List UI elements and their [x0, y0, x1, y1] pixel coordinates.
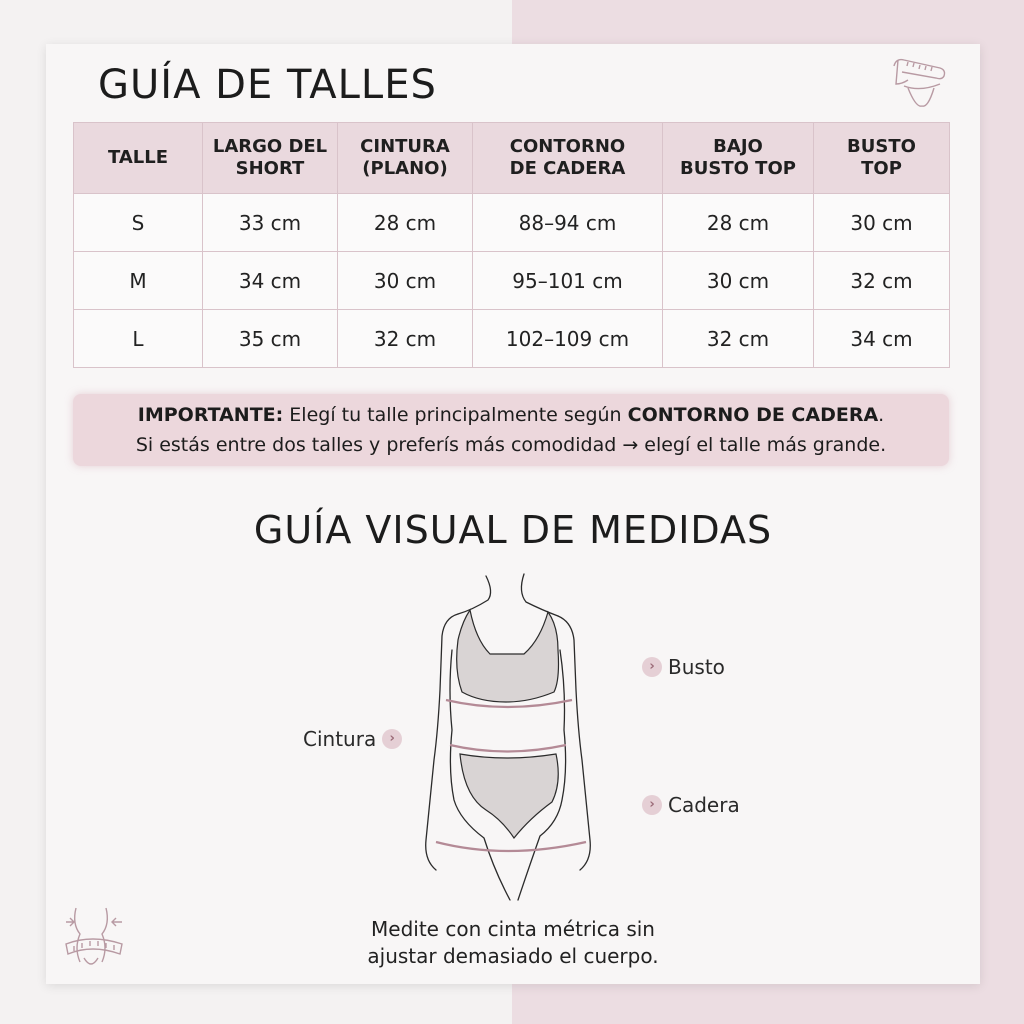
header-text: BUSTO TOP	[680, 158, 796, 179]
size-table	[73, 122, 950, 368]
table-cell: 30 cm	[814, 194, 950, 252]
header-text: BUSTO	[847, 136, 916, 157]
header-text: CINTURA	[360, 136, 450, 157]
header-underbust-top	[663, 123, 814, 194]
table-cell: 102–109 cm	[473, 310, 663, 368]
table-row	[74, 252, 950, 310]
header-waist-flat	[338, 123, 473, 194]
header-text: SHORT	[235, 158, 305, 179]
table-cell: M	[74, 252, 203, 310]
header-size	[74, 123, 203, 194]
hip-callout	[642, 793, 746, 817]
visual-guide-title: GUÍA VISUAL DE MEDIDAS	[253, 508, 773, 552]
bust-callout	[642, 655, 731, 679]
waist-callout	[297, 727, 402, 751]
body-outline-illustration	[390, 570, 600, 910]
header-text: LARGO DEL	[212, 136, 328, 157]
header-text: DE CADERA	[509, 158, 626, 179]
table-cell: 34 cm	[814, 310, 950, 368]
header-bust-top	[814, 123, 950, 194]
important-notice	[73, 394, 949, 466]
table-cell: 30 cm	[338, 252, 473, 310]
table-cell: 33 cm	[203, 194, 338, 252]
header-hip-contour	[473, 123, 663, 194]
measuring-tape-icon	[888, 54, 952, 114]
notice-label: IMPORTANTE:	[137, 404, 284, 426]
table-cell: 28 cm	[338, 194, 473, 252]
tip-line-2: ajustar demasiado el cuerpo.	[367, 944, 659, 968]
notice-emphasis: CONTORNO DE CADERA	[627, 404, 879, 426]
table-cell: L	[74, 310, 203, 368]
measuring-tip	[46, 916, 980, 970]
header-short-length	[203, 123, 338, 194]
table-row	[74, 194, 950, 252]
table-cell: 34 cm	[203, 252, 338, 310]
notice-end: .	[878, 404, 885, 426]
chevron-right-icon: ›	[642, 657, 662, 677]
bust-label: Busto	[668, 655, 725, 679]
notice-line-2: Si estás entre dos talles y preferís más comodidad → elegí el talle más grande.	[135, 434, 887, 456]
chevron-right-icon: ›	[642, 795, 662, 815]
table-cell: 32 cm	[814, 252, 950, 310]
table-cell: 95–101 cm	[473, 252, 663, 310]
measuring-tape-icon	[62, 904, 128, 976]
size-guide-card	[46, 44, 980, 984]
page-title: GUÍA DE TALLES	[98, 62, 437, 108]
table-cell: S	[74, 194, 203, 252]
table-cell: 28 cm	[663, 194, 814, 252]
table-header-row	[74, 123, 950, 194]
table-cell: 35 cm	[203, 310, 338, 368]
table-row	[74, 310, 950, 368]
notice-text: Elegí tu talle principalmente según	[283, 404, 628, 426]
table-cell: 32 cm	[663, 310, 814, 368]
header-text: TOP	[861, 158, 902, 179]
tip-line-1: Medite con cinta métrica sin	[371, 917, 655, 941]
waist-label: Cintura	[303, 727, 377, 751]
table-cell: 88–94 cm	[473, 194, 663, 252]
header-text: (PLANO)	[362, 158, 448, 179]
notice-line-1	[73, 400, 949, 430]
hip-label: Cadera	[668, 793, 740, 817]
table-cell: 30 cm	[663, 252, 814, 310]
header-text: CONTORNO	[509, 136, 626, 157]
chevron-right-icon: ›	[382, 729, 402, 749]
header-text: BAJO	[713, 136, 763, 157]
table-cell: 32 cm	[338, 310, 473, 368]
header-text: TALLE	[107, 147, 169, 168]
